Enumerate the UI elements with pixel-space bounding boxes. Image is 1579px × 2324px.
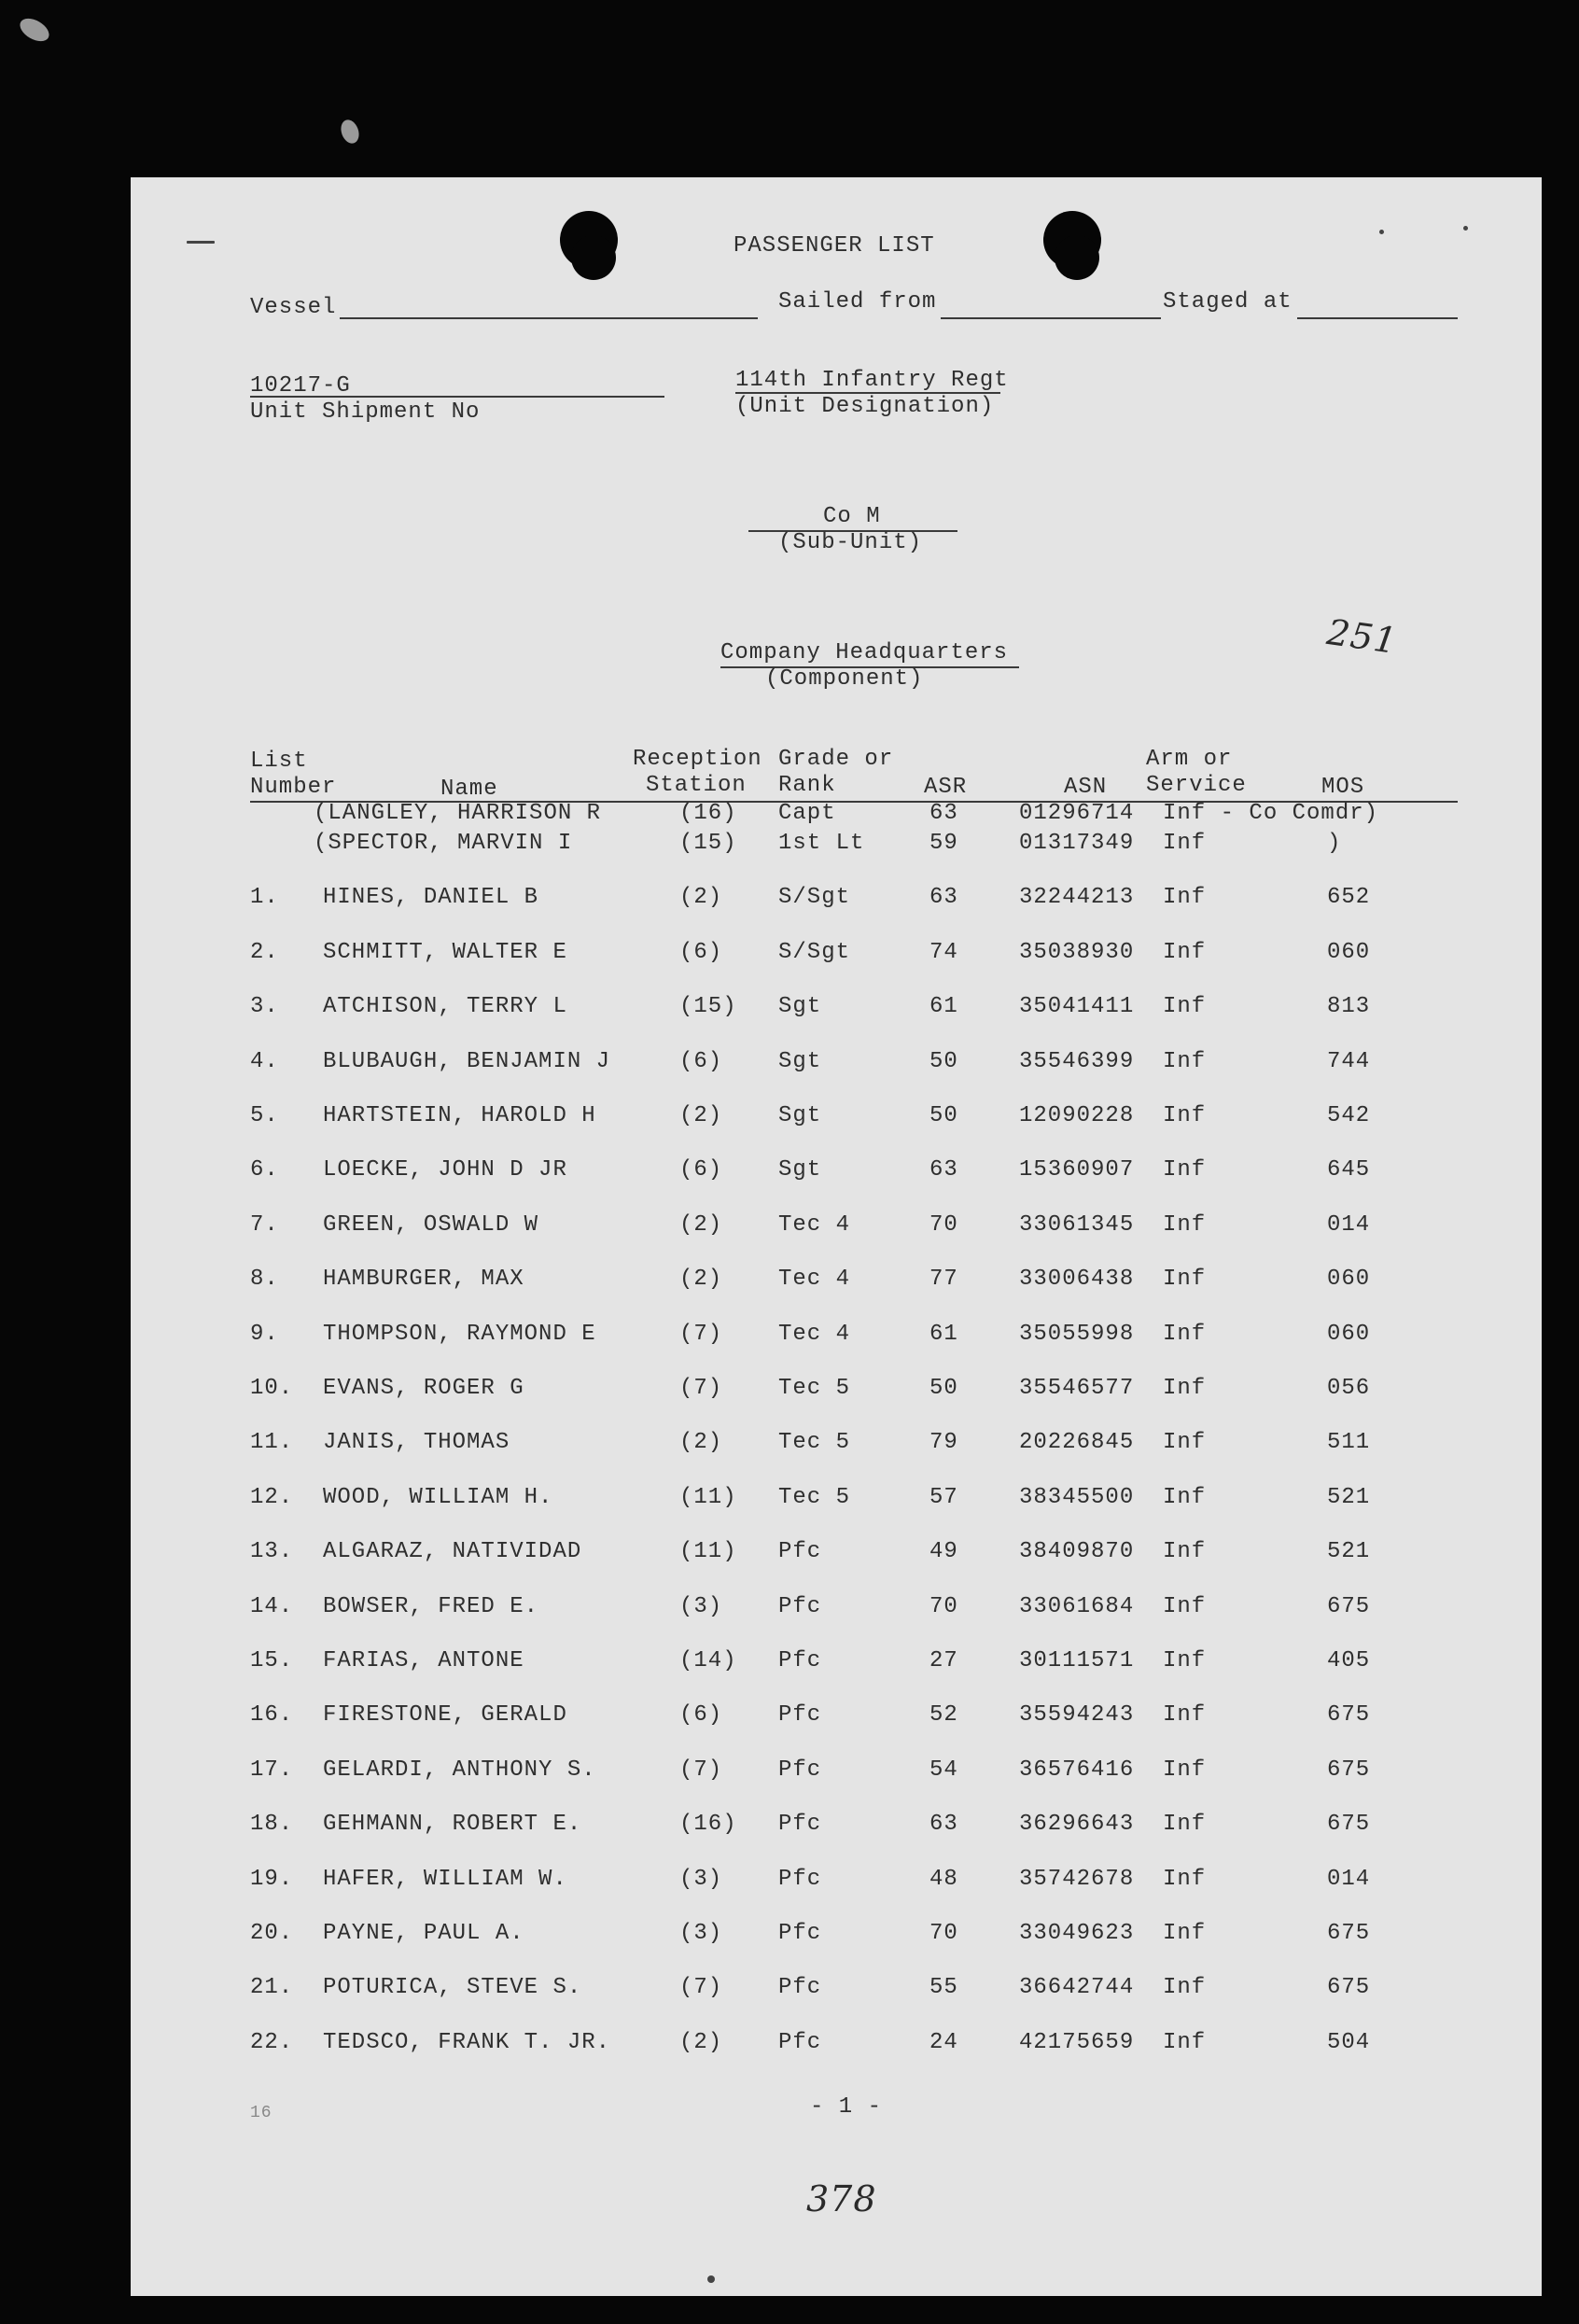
row-arm: Inf <box>1163 1430 1207 1456</box>
row-list-number: 2. <box>250 939 279 965</box>
row-reception-station: (11) <box>679 1539 737 1565</box>
row-asr: 27 <box>929 1648 958 1673</box>
row-list-number: 12. <box>250 1484 294 1510</box>
row-asn: 33006438 <box>1019 1267 1135 1293</box>
col-list-number-line2: Number <box>250 775 337 800</box>
row-mos: 652 <box>1327 885 1371 911</box>
page-number: - 1 - <box>810 2094 883 2120</box>
col-asn: ASN <box>1064 775 1108 800</box>
sailed-from-field-line <box>941 317 1161 319</box>
row-asr: 74 <box>929 939 958 965</box>
row-mos: 060 <box>1327 939 1371 965</box>
unit-shipment-line <box>250 396 664 398</box>
row-asn: 32244213 <box>1019 885 1135 911</box>
row-name: HAMBURGER, MAX <box>323 1267 524 1293</box>
unit-shipment-label: Unit Shipment No <box>250 399 481 425</box>
row-arm: Inf - Co Comdr) <box>1163 801 1379 826</box>
row-asr: 49 <box>929 1539 958 1565</box>
row-list-number: 18. <box>250 1812 294 1838</box>
row-list-number: 6. <box>250 1157 279 1183</box>
row-asr: 24 <box>929 2029 958 2055</box>
table-row <box>131 1757 1542 1795</box>
col-grade-line1: Grade or <box>778 747 894 772</box>
row-name: (SPECTOR, MARVIN I <box>314 831 573 856</box>
row-mos: 675 <box>1327 1812 1371 1838</box>
row-arm: Inf <box>1163 1048 1207 1074</box>
row-list-number: 11. <box>250 1430 294 1456</box>
row-grade: Pfc <box>778 1757 822 1783</box>
row-mos: 014 <box>1327 1866 1371 1892</box>
row-list-number: 17. <box>250 1757 294 1783</box>
row-arm: Inf <box>1163 1593 1207 1619</box>
table-row <box>131 1812 1542 1849</box>
row-mos: 511 <box>1327 1430 1371 1456</box>
sub-unit: Co M <box>823 504 881 529</box>
row-list-number: 3. <box>250 994 279 1020</box>
row-list-number: 13. <box>250 1539 294 1565</box>
col-name: Name <box>440 777 498 802</box>
row-grade: Pfc <box>778 1921 822 1946</box>
ink-dot <box>1463 226 1468 231</box>
table-row <box>131 994 1542 1031</box>
row-reception-station: (11) <box>679 1484 737 1510</box>
row-grade: Pfc <box>778 1702 822 1729</box>
row-asr: 70 <box>929 1593 958 1619</box>
row-asr: 77 <box>929 1267 958 1293</box>
row-list-number: 9. <box>250 1321 279 1347</box>
row-mos: 521 <box>1327 1539 1371 1565</box>
unit-shipment-number: 10217-G <box>250 373 351 399</box>
row-list-number: 8. <box>250 1267 279 1293</box>
row-asr: 57 <box>929 1484 958 1510</box>
row-asr: 70 <box>929 1211 958 1238</box>
row-asn: 33061345 <box>1019 1211 1135 1238</box>
row-reception-station: (6) <box>679 1157 723 1183</box>
row-arm: Inf <box>1163 1321 1207 1347</box>
table-row <box>131 1539 1542 1576</box>
row-asn: 30111571 <box>1019 1648 1135 1673</box>
row-mos: 056 <box>1327 1376 1371 1401</box>
row-grade: Pfc <box>778 1866 822 1892</box>
row-asn: 36576416 <box>1019 1757 1135 1783</box>
row-name: HINES, DANIEL B <box>323 885 539 911</box>
row-grade: Tec 4 <box>778 1211 851 1238</box>
row-asn: 35546577 <box>1019 1376 1135 1401</box>
row-asn: 35038930 <box>1019 939 1135 965</box>
row-arm: Inf <box>1163 1211 1207 1238</box>
row-asr: 48 <box>929 1866 958 1892</box>
row-name: SCHMITT, WALTER E <box>323 939 567 965</box>
row-grade: Tec 5 <box>778 1484 851 1510</box>
row-arm: Inf <box>1163 1103 1207 1128</box>
table-row <box>131 1157 1542 1195</box>
row-asn: 20226845 <box>1019 1430 1135 1456</box>
row-mos: 014 <box>1327 1211 1371 1238</box>
col-grade-line2: Rank <box>778 773 836 798</box>
staged-at-field-line <box>1297 317 1458 319</box>
row-asn: 35594243 <box>1019 1702 1135 1729</box>
row-grade: Sgt <box>778 1103 822 1128</box>
row-reception-station: (16) <box>679 1812 737 1838</box>
row-asr: 50 <box>929 1048 958 1074</box>
row-reception-station: (15) <box>679 831 737 856</box>
row-asr: 63 <box>929 1157 958 1183</box>
row-reception-station: (7) <box>679 1757 723 1783</box>
table-row <box>131 1322 1542 1359</box>
row-grade: Pfc <box>778 1812 822 1838</box>
row-asn: 15360907 <box>1019 1157 1135 1183</box>
table-row <box>131 1648 1542 1686</box>
table-row <box>131 1430 1542 1467</box>
row-asn: 36296643 <box>1019 1812 1135 1838</box>
table-row <box>131 2030 1542 2067</box>
row-arm: Inf <box>1163 1484 1207 1510</box>
row-grade: Tec 5 <box>778 1430 851 1456</box>
row-asr: 63 <box>929 885 958 911</box>
row-arm: Inf <box>1163 1866 1207 1892</box>
row-reception-station: (2) <box>679 1267 723 1293</box>
row-mos: 645 <box>1327 1157 1371 1183</box>
row-name: THOMPSON, RAYMOND E <box>323 1321 596 1347</box>
row-arm: Inf <box>1163 939 1207 965</box>
component-label: (Component) <box>765 666 924 692</box>
row-arm: Inf <box>1163 1757 1207 1783</box>
row-asn: 12090228 <box>1019 1103 1135 1128</box>
row-grade: Tec 4 <box>778 1267 851 1293</box>
row-reception-station: (6) <box>679 1702 723 1729</box>
row-name: (LANGLEY, HARRISON R <box>314 801 602 826</box>
row-asn: 01317349 <box>1019 831 1135 856</box>
row-list-number: 21. <box>250 1975 294 2001</box>
row-grade: S/Sgt <box>778 939 851 965</box>
row-list-number: 1. <box>250 885 279 911</box>
row-list-number: 7. <box>250 1211 279 1238</box>
row-reception-station: (2) <box>679 1211 723 1238</box>
vessel-field-line <box>340 317 758 319</box>
row-name: GREEN, OSWALD W <box>323 1211 539 1238</box>
row-asr: 59 <box>929 831 958 856</box>
row-name: ALGARAZ, NATIVIDAD <box>323 1539 582 1565</box>
row-name: POTURICA, STEVE S. <box>323 1975 582 2001</box>
row-mos: 405 <box>1327 1648 1371 1673</box>
component: Company Headquarters <box>720 640 1009 665</box>
row-arm: Inf <box>1163 885 1207 911</box>
row-asn: 33049623 <box>1019 1921 1135 1946</box>
row-grade: Pfc <box>778 2029 822 2055</box>
row-arm: Inf <box>1163 1157 1207 1183</box>
col-reception-line1: Reception <box>633 747 762 772</box>
unit-designation-label: (Unit Designation) <box>735 394 995 419</box>
table-row <box>131 885 1542 922</box>
col-arm-line1: Arm or <box>1146 747 1233 772</box>
row-grade: Pfc <box>778 1593 822 1619</box>
row-name: TEDSCO, FRANK T. JR. <box>323 2029 611 2055</box>
col-reception-line2: Station <box>646 773 747 798</box>
row-reception-station: (3) <box>679 1866 723 1892</box>
table-row <box>131 1975 1542 2012</box>
table-row <box>131 1594 1542 1631</box>
row-asn: 38345500 <box>1019 1484 1135 1510</box>
row-mos: 813 <box>1327 994 1371 1020</box>
footer-mark: 16 <box>250 2104 272 2122</box>
table-row <box>131 1867 1542 1904</box>
row-name: EVANS, ROGER G <box>323 1376 524 1401</box>
row-grade: Sgt <box>778 994 822 1020</box>
row-grade: Sgt <box>778 1157 822 1183</box>
row-list-number: 20. <box>250 1921 294 1946</box>
vessel-label: Vessel <box>250 295 337 320</box>
table-row <box>131 1103 1542 1141</box>
passenger-list-page <box>131 177 1542 2296</box>
row-mos: 542 <box>1327 1103 1371 1128</box>
row-mos: 675 <box>1327 1921 1371 1946</box>
row-asr: 55 <box>929 1975 958 2001</box>
row-reception-station: (2) <box>679 2029 723 2055</box>
row-mos: 675 <box>1327 1593 1371 1619</box>
row-arm: Inf <box>1163 831 1207 856</box>
staged-at-label: Staged at <box>1163 289 1293 315</box>
row-arm: Inf <box>1163 1267 1207 1293</box>
row-asn: 42175659 <box>1019 2029 1135 2055</box>
row-mos: 060 <box>1327 1267 1371 1293</box>
row-asn: 35546399 <box>1019 1048 1135 1074</box>
row-name: PAYNE, PAUL A. <box>323 1921 524 1946</box>
row-mos: 675 <box>1327 1757 1371 1783</box>
table-row <box>131 1049 1542 1086</box>
row-mos: 060 <box>1327 1321 1371 1347</box>
row-mos: 521 <box>1327 1484 1371 1510</box>
col-mos: MOS <box>1321 775 1365 800</box>
scan-speck <box>338 118 362 147</box>
row-arm: Inf <box>1163 1648 1207 1673</box>
row-grade: Tec 4 <box>778 1321 851 1347</box>
row-list-number: 15. <box>250 1648 294 1673</box>
row-name: HARTSTEIN, HAROLD H <box>323 1103 596 1128</box>
row-reception-station: (6) <box>679 1048 723 1074</box>
row-name: ATCHISON, TERRY L <box>323 994 567 1020</box>
row-asr: 61 <box>929 1321 958 1347</box>
row-name: FARIAS, ANTONE <box>323 1648 524 1673</box>
table-row <box>131 1921 1542 1958</box>
row-asn: 38409870 <box>1019 1539 1135 1565</box>
row-asn: 35041411 <box>1019 994 1135 1020</box>
row-arm: Inf <box>1163 2029 1207 2055</box>
row-arm: Inf <box>1163 1376 1207 1401</box>
row-asn: 01296714 <box>1019 801 1135 826</box>
row-list-number: 4. <box>250 1048 279 1074</box>
row-reception-station: (7) <box>679 1975 723 2001</box>
row-reception-station: (3) <box>679 1921 723 1946</box>
row-name: FIRESTONE, GERALD <box>323 1702 567 1729</box>
row-name: BOWSER, FRED E. <box>323 1593 539 1619</box>
row-list-number: 14. <box>250 1593 294 1619</box>
row-grade: 1st Lt <box>778 831 865 856</box>
row-arm: Inf <box>1163 1702 1207 1729</box>
row-asr: 63 <box>929 1812 958 1838</box>
col-asr: ASR <box>924 775 968 800</box>
row-name: BLUBAUGH, BENJAMIN J <box>323 1048 611 1074</box>
row-reception-station: (2) <box>679 1430 723 1456</box>
row-grade: Pfc <box>778 1539 822 1565</box>
row-grade: Tec 5 <box>778 1376 851 1401</box>
row-grade: Capt <box>778 801 836 826</box>
row-asr: 79 <box>929 1430 958 1456</box>
row-asn: 35742678 <box>1019 1866 1135 1892</box>
row-mos: 675 <box>1327 1702 1371 1729</box>
row-reception-station: (6) <box>679 939 723 965</box>
row-list-number: 22. <box>250 2029 294 2055</box>
table-row <box>131 1267 1542 1304</box>
row-arm: Inf <box>1163 1975 1207 2001</box>
row-asr: 54 <box>929 1757 958 1783</box>
row-mos: 744 <box>1327 1048 1371 1074</box>
row-list-number: 5. <box>250 1103 279 1128</box>
row-asr: 70 <box>929 1921 958 1946</box>
row-reception-station: (3) <box>679 1593 723 1619</box>
row-reception-station: (2) <box>679 885 723 911</box>
row-arm: Inf <box>1163 1539 1207 1565</box>
handwritten-page-ref: 251 <box>1324 610 1401 663</box>
row-grade: Sgt <box>778 1048 822 1074</box>
scan-speck <box>16 14 52 46</box>
table-row <box>131 1702 1542 1740</box>
row-name: GELARDI, ANTHONY S. <box>323 1757 596 1783</box>
row-asr: 52 <box>929 1702 958 1729</box>
ink-dot <box>1379 230 1384 234</box>
punch-hole-left-lower <box>571 235 616 280</box>
col-arm-line2: Service <box>1146 773 1247 798</box>
row-mos: ) <box>1327 831 1342 856</box>
row-arm: Inf <box>1163 994 1207 1020</box>
row-name: WOOD, WILLIAM H. <box>323 1484 553 1510</box>
table-row <box>131 1485 1542 1522</box>
row-list-number: 10. <box>250 1376 294 1401</box>
sub-unit-label: (Sub-Unit) <box>778 530 923 555</box>
table-row <box>131 1376 1542 1413</box>
page-title: PASSENGER LIST <box>734 233 935 259</box>
row-list-number: 19. <box>250 1866 294 1892</box>
row-asr: 50 <box>929 1376 958 1401</box>
row-asn: 33061684 <box>1019 1593 1135 1619</box>
row-reception-station: (16) <box>679 801 737 826</box>
row-arm: Inf <box>1163 1812 1207 1838</box>
ink-dot <box>187 241 215 244</box>
row-list-number: 16. <box>250 1702 294 1729</box>
row-reception-station: (15) <box>679 994 737 1020</box>
row-name: LOECKE, JOHN D JR <box>323 1157 567 1183</box>
sailed-from-label: Sailed from <box>778 289 937 315</box>
handwritten-bottom-ref: 378 <box>806 2178 877 2219</box>
row-mos: 675 <box>1327 1975 1371 2001</box>
row-mos: 504 <box>1327 2029 1371 2055</box>
col-list-number-line1: List <box>250 749 308 774</box>
table-row <box>131 940 1542 977</box>
row-grade: Pfc <box>778 1648 822 1673</box>
row-name: JANIS, THOMAS <box>323 1430 510 1456</box>
row-grade: Pfc <box>778 1975 822 2001</box>
table-row <box>131 1212 1542 1250</box>
row-reception-station: (2) <box>679 1103 723 1128</box>
row-reception-station: (7) <box>679 1376 723 1401</box>
row-asr: 63 <box>929 801 958 826</box>
punch-hole-right-lower <box>1055 235 1099 280</box>
row-reception-station: (7) <box>679 1321 723 1347</box>
row-asr: 61 <box>929 994 958 1020</box>
row-reception-station: (14) <box>679 1648 737 1673</box>
row-asn: 36642744 <box>1019 1975 1135 2001</box>
ink-dot <box>707 2275 715 2283</box>
row-grade: S/Sgt <box>778 885 851 911</box>
row-asr: 50 <box>929 1103 958 1128</box>
unit-designation: 114th Infantry Regt <box>735 368 1009 393</box>
row-name: HAFER, WILLIAM W. <box>323 1866 567 1892</box>
row-asn: 35055998 <box>1019 1321 1135 1347</box>
row-name: GEHMANN, ROBERT E. <box>323 1812 582 1838</box>
row-arm: Inf <box>1163 1921 1207 1946</box>
table-row <box>131 831 1542 868</box>
